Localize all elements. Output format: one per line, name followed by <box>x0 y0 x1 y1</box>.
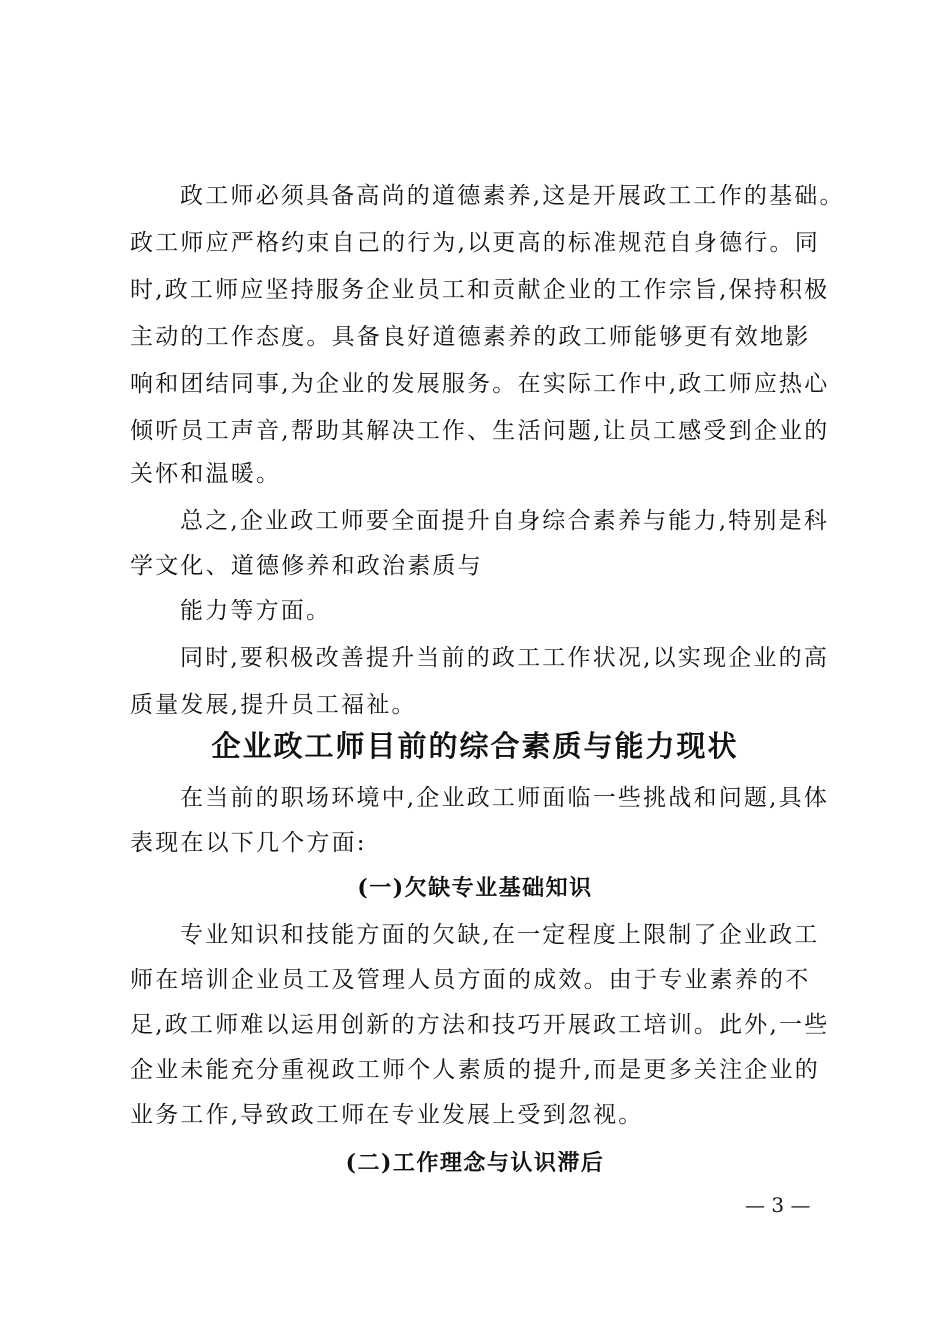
body-text-line: 同时,要积极改善提升当前的政工工作状况,以实现企业的高 <box>180 645 830 671</box>
body-text-line: 能力等方面。 <box>180 598 332 624</box>
subsection-title: (二)工作理念与认识滞后 <box>345 1150 605 1176</box>
body-text-line: 总之,企业政工师要全面提升自身综合素养与能力,特别是科 <box>180 508 830 534</box>
body-text-line: 专业知识和技能方面的欠缺,在一定程度上限制了企业政工 <box>180 922 820 948</box>
body-text-line: 学文化、道德修养和政治素质与 <box>130 553 483 579</box>
body-text-line: 师在培训企业员工及管理人员方面的成效。由于专业素养的不 <box>130 967 811 993</box>
body-text-line: 政工师必须具备高尚的道德素养,这是开展政工工作的基础。 <box>180 183 845 209</box>
body-text-line: 关怀和温暖。 <box>130 461 282 487</box>
body-text-line: 质量发展,提升员工福祉。 <box>130 692 417 718</box>
body-text-line: 主动的工作态度。具备良好道德素养的政工师能够更有效地影 <box>130 324 811 350</box>
body-text-line: 业务工作,导致政工师在专业发展上受到忽视。 <box>130 1102 644 1128</box>
body-text-line: 时,政工师应坚持服务企业员工和贡献企业的工作宗旨,保持积极 <box>130 277 830 303</box>
body-text-line: 企业未能充分重视政工师个人素质的提升,而是更多关注企业的 <box>130 1057 820 1083</box>
body-text-line: 政工师应严格约束自己的行为,以更高的标准规范自身德行。同 <box>130 230 820 256</box>
body-text-line: 在当前的职场环境中,企业政工师面临一些挑战和问题,具体 <box>180 785 830 811</box>
body-text-line: 倾听员工声音,帮助其解决工作、生活问题,让员工感受到企业的 <box>130 418 830 444</box>
section-title: 企业政工师目前的综合素质与能力现状 <box>211 729 739 763</box>
subsection-title: (一)欠缺专业基础知识 <box>357 875 593 901</box>
page-number: — 3 — <box>745 1193 811 1217</box>
body-text-line: 表现在以下几个方面: <box>130 830 367 856</box>
body-text-line: 响和团结同事,为企业的发展服务。在实际工作中,政工师应热心 <box>130 371 830 397</box>
body-text-line: 足,政工师难以运用创新的方法和技巧开展政工培训。此外,一些 <box>130 1012 830 1038</box>
